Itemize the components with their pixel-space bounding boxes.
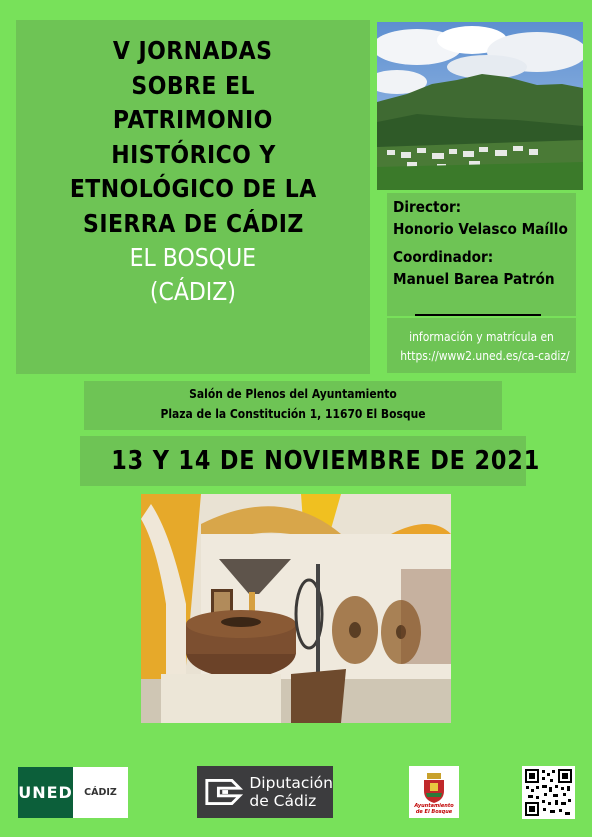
diputacion-logo: [197, 766, 333, 818]
title-line: PATRIMONIO: [113, 105, 273, 134]
landscape-photo: [377, 22, 583, 190]
ayuntamiento-caption: Ayuntamiento: [414, 803, 454, 809]
uned-wordmark: UNED: [18, 767, 73, 818]
info-panel: [387, 318, 576, 373]
diputacion-line: Diputación: [249, 774, 333, 792]
title-panel: [16, 20, 370, 374]
staff-panel: [387, 193, 576, 316]
title-line: HISTÓRICO Y: [110, 139, 276, 169]
qr-code-icon[interactable]: [522, 766, 575, 819]
title-line: SIERRA DE CÁDIZ: [82, 208, 304, 238]
title-line: V JORNADAS: [113, 36, 273, 65]
info-link[interactable]: https://www2.uned.es/ca-cadiz/: [400, 348, 570, 363]
date-panel: [80, 436, 541, 486]
event-date: 13 Y 14 DE NOVIEMBRE DE 2021: [111, 446, 541, 476]
coordinator-label: Coordinador:: [393, 248, 494, 266]
ayuntamiento-caption: de El Bosque: [415, 809, 453, 815]
venue-address: Plaza de la Constitución 1, 11670 El Bosque: [160, 406, 426, 421]
uned-logo: [18, 767, 128, 818]
uned-campus: CÁDIZ: [84, 787, 117, 798]
director-label: Director:: [393, 198, 462, 216]
info-text: información y matrícula en: [409, 329, 554, 344]
location-line: (CÁDIZ): [149, 277, 237, 306]
diputacion-line: de Cádiz: [249, 792, 317, 810]
coordinator-name: Manuel Barea Patrón: [393, 269, 555, 288]
diputacion-emblem-icon: [203, 772, 245, 812]
coat-of-arms-icon: [422, 773, 446, 803]
title-line: SOBRE EL: [131, 70, 255, 100]
venue-panel: [84, 381, 502, 430]
ayuntamiento-logo: [409, 766, 459, 818]
venue-name: Salón de Plenos del Ayuntamiento: [189, 386, 397, 401]
olive-mill-photo: [141, 494, 451, 723]
location-line: EL BOSQUE: [129, 243, 257, 272]
title-line: ETNOLÓGICO DE LA: [69, 174, 317, 203]
director-name: Honorio Velasco Maíllo: [393, 219, 568, 238]
divider: [415, 314, 541, 316]
